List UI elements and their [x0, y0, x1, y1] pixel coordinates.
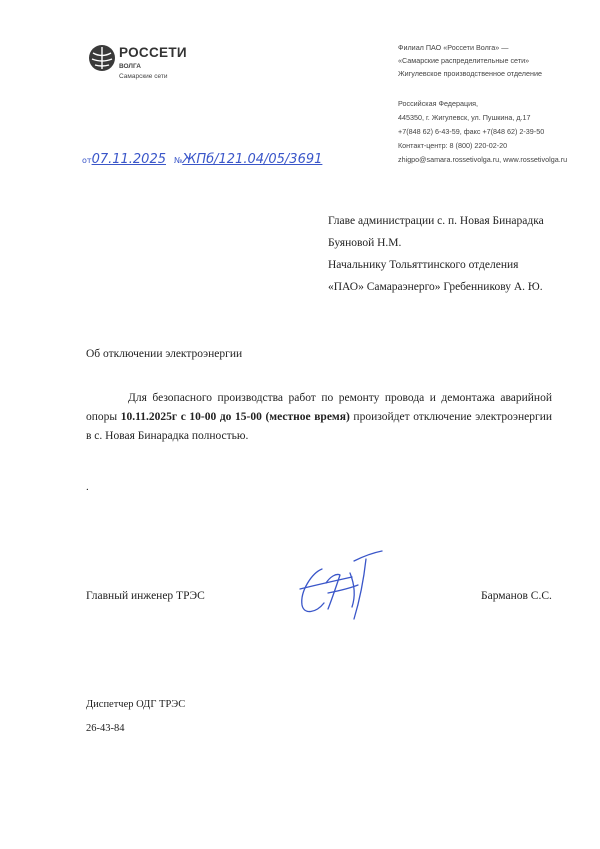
handwritten-signature-icon: [292, 543, 402, 623]
header-line-2: «Самарские распределительные сети»: [398, 56, 530, 65]
letter-subject: Об отключении электроэнергии: [86, 348, 243, 360]
brand-name: РОССЕТИ: [119, 45, 187, 60]
signer-position: Главный инженер ТРЭС: [86, 590, 205, 602]
rosseti-logo-icon: [88, 44, 116, 72]
reference-number: ЖПб/121.04/05/3691: [182, 152, 323, 167]
header-line-3: Жигулевское производственное отделение: [398, 69, 542, 78]
dispatcher-phone: 26-43-84: [86, 723, 125, 734]
body-text-bold: 10.11.2025г с 10-00 до 15-00 (местное время): [120, 411, 350, 423]
reference-number-label: №: [174, 156, 183, 165]
address-line-2: 445350, г. Жигулевск, ул. Пушкина, д.17: [398, 113, 531, 122]
reference-date: 07.11.2025: [91, 152, 166, 167]
addressee-line-2: Буяновой Н.М.: [328, 237, 402, 249]
addressee-line-1: Главе администрации с. п. Новая Бинарадка: [328, 215, 544, 227]
header-line-1: Филиал ПАО «Россети Волга» —: [398, 43, 509, 52]
letter-body: [86, 389, 552, 446]
body-text-before: Для безопасного производства работ по ремонту провода и демонтажа аварийной опоры: [86, 392, 552, 423]
brand-subsidiary: Самарские сети: [119, 73, 168, 80]
reference-line: [82, 150, 322, 168]
address-line-1: Российская Федерация,: [398, 99, 478, 108]
stray-dot: .: [86, 481, 89, 493]
address-line-4: Контакт-центр: 8 (800) 220-02-20: [398, 141, 508, 150]
body-text-after: произойдет отключение электроэнергии в с. Новая Бинарадка полностью.: [86, 411, 552, 442]
reference-from-label: от: [82, 156, 92, 165]
addressee-line-4: «ПАО» Самараэнерго» Гребенникову А. Ю.: [328, 281, 543, 293]
signer-name: Барманов С.С.: [481, 590, 552, 602]
dispatcher-label: Диспетчер ОДГ ТРЭС: [86, 699, 186, 710]
addressee-line-3: Начальнику Тольяттинского отделения: [328, 259, 519, 271]
address-line-5: zhigpo@samara.rossetivolga.ru, www.rossetivolga.ru: [398, 155, 568, 164]
address-line-3: +7(848 62) 6-43-59, факс +7(848 62) 2-39-50: [398, 127, 545, 136]
brand-region: ВОЛГА: [119, 63, 141, 70]
